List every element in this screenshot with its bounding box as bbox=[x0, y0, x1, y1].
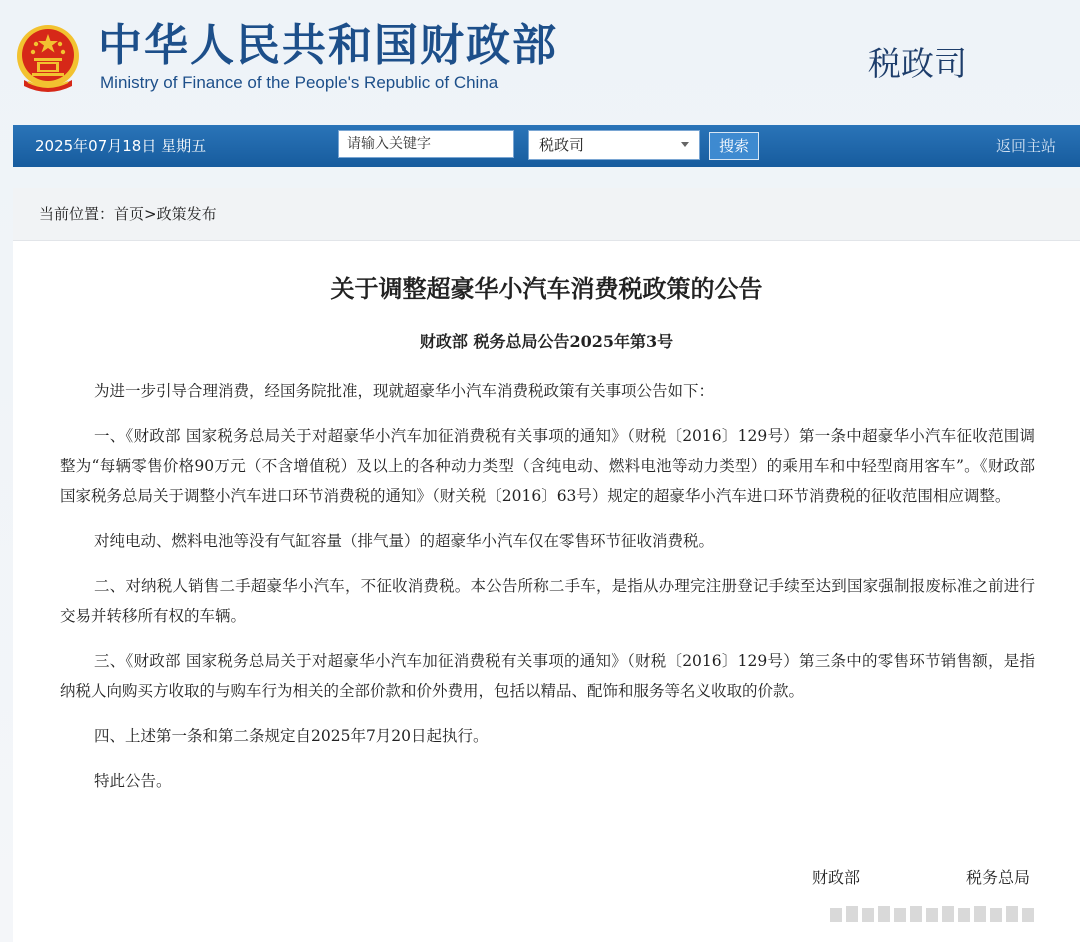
department-select-value: 税政司 bbox=[539, 136, 585, 154]
article-paragraph: 特此公告。 bbox=[94, 772, 172, 790]
search-button[interactable]: 搜索 bbox=[709, 132, 759, 160]
national-emblem-icon bbox=[14, 22, 82, 94]
article-paragraph: 一、《财政部 国家税务总局关于对超豪华小汽车加征消费税有关事项的通知》（财税〔2016〕129号）第一条中超豪华小汽车征收范围调整为“每辆零售价格90万元（不含增值税）及以上的各种动力类型（含纯电动、燃料电池等动力类型）的乘用车和中轻型商用客车”。《财政部 国家税务总局关于调整小汽车进口环节消费税的通知》（财关税〔2016〕63号）规定的超豪华小汽车进口环节消费税的征收范围相应调整。 bbox=[60, 427, 1035, 505]
article-subtitle: 财政部 税务总局公告2025年第3号 bbox=[419, 332, 674, 351]
article-paragraph: 三、《财政部 国家税务总局关于对超豪华小汽车加征消费税有关事项的通知》（财税〔2016〕129号）第三条中的零售环节销售额，是指纳税人向购买方收取的与购车行为相关的全部价款和价外费用，包括以精品、配饰和服务等名义收取的价款。 bbox=[60, 652, 1035, 700]
chevron-down-icon bbox=[681, 142, 689, 147]
breadcrumb-bar bbox=[13, 188, 1080, 241]
site-title[interactable]: 中华人民共和国财政部 bbox=[98, 20, 558, 71]
site-header bbox=[0, 0, 1080, 118]
signature-ministry: 财政部 bbox=[812, 868, 861, 887]
watermark-icon bbox=[830, 900, 1060, 930]
department-name: 税政司 bbox=[868, 44, 967, 83]
article-paragraph: 为进一步引导合理消费，经国务院批准，现就超豪华小汽车消费税政策有关事项公告如下： bbox=[94, 382, 715, 400]
department-select[interactable] bbox=[528, 130, 700, 160]
article-title: 关于调整超豪华小汽车消费税政策的公告 bbox=[330, 275, 763, 303]
search-input[interactable] bbox=[338, 130, 514, 158]
article-paragraph: 二、对纳税人销售二手超豪华小汽车，不征收消费税。本公告所称二手车，是指从办理完注册登记手续至达到国家强制报废标准之前进行交易并转移所有权的车辆。 bbox=[60, 577, 1035, 625]
current-date: 2025年07月18日 星期五 bbox=[35, 137, 207, 155]
article-paragraph: 四、上述第一条和第二条规定自2025年7月20日起执行。 bbox=[94, 727, 489, 745]
content-panel bbox=[13, 188, 1080, 942]
site-subtitle: Ministry of Finance of the People's Republic of China bbox=[100, 73, 499, 92]
article-body bbox=[60, 376, 1035, 811]
signature-tax-bureau: 税务总局 bbox=[966, 868, 1031, 887]
return-home-link[interactable]: 返回主站 bbox=[995, 137, 1056, 155]
nav-bar bbox=[13, 125, 1080, 167]
article-paragraph: 对纯电动、燃料电池等没有气缸容量（排气量）的超豪华小汽车仅在零售环节征收消费税。 bbox=[94, 532, 715, 550]
breadcrumb[interactable]: 当前位置：首页>政策发布 bbox=[39, 205, 217, 223]
